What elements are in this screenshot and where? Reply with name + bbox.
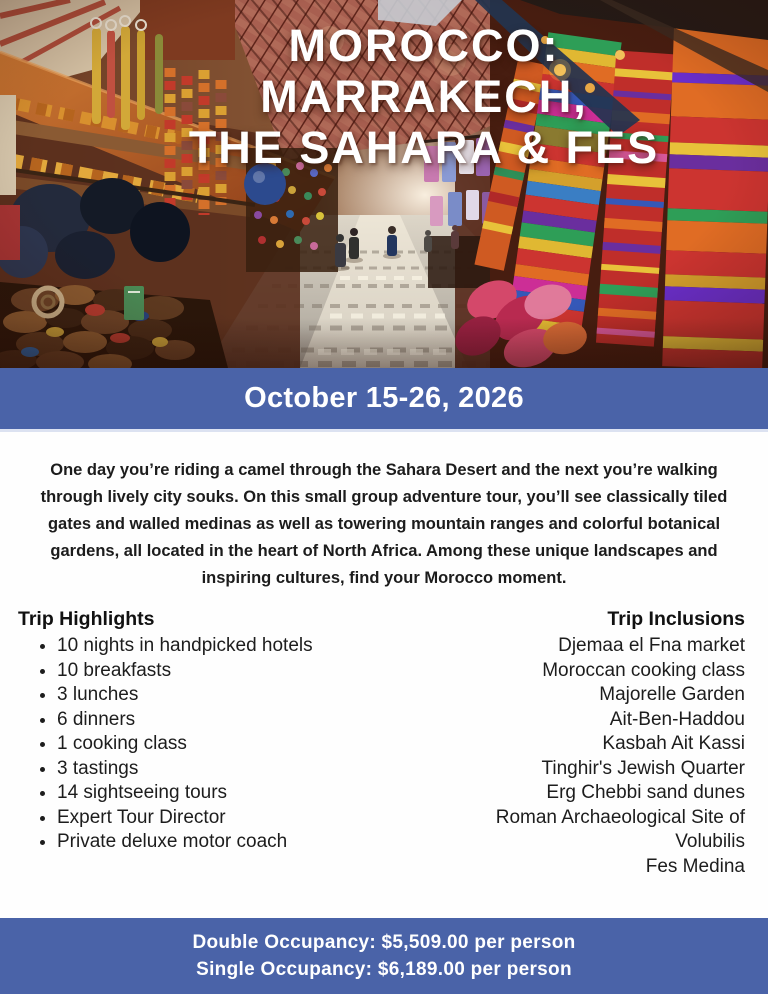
highlight-item: • 3 lunches xyxy=(57,683,418,708)
highlight-item: • 3 tastings xyxy=(57,757,418,782)
date-text: October 15-26, 2026 xyxy=(244,382,524,414)
inclusion-item: Roman Archaeological Site of Volubilis xyxy=(495,806,745,852)
highlight-item: • Private deluxe motor coach xyxy=(57,830,418,855)
trip-columns xyxy=(18,607,745,879)
hero-section xyxy=(0,0,768,368)
pricing-footer xyxy=(0,918,768,994)
hero-title xyxy=(40,20,768,173)
trip-inclusions-section xyxy=(430,607,745,879)
hero-title-line-3: THE SAHARA & FES xyxy=(188,122,660,173)
hero-title-line-1: MOROCCO: xyxy=(288,20,560,71)
highlight-item: • 10 nights in handpicked hotels xyxy=(57,634,418,659)
inclusion-item: Moroccan cooking class xyxy=(542,659,745,681)
inclusion-item: Ait-Ben-Haddou xyxy=(609,708,745,730)
highlight-item: • Expert Tour Director xyxy=(57,806,418,831)
date-banner xyxy=(0,368,768,432)
hero-title-line-2: MARRAKECH, xyxy=(260,71,588,122)
intro-paragraph: One day you’re riding a camel through the Sahara Desert and the next you’re walking through lively city souks. On this small group adventure tour, you’ll see classically tiled gates and walled medinas as well as towering mountain ranges and colorful botanical gardens, all located in the heart of North Africa. Among these unique landscapes and inspiring cultures, find your Morocco moment. xyxy=(40,461,728,587)
highlight-item: • 14 sightseeing tours xyxy=(57,781,418,806)
highlight-item: • 10 breakfasts xyxy=(57,659,418,684)
inclusion-item: Erg Chebbi sand dunes xyxy=(546,782,745,803)
single-occupancy-line: Single Occupancy: $6,189.00 per person xyxy=(196,959,572,980)
trip-highlights-title: Trip Highlights xyxy=(18,608,155,630)
main-content xyxy=(0,432,768,918)
trip-inclusions-title: Trip Inclusions xyxy=(607,608,745,630)
inclusion-item: Kasbah Ait Kassi xyxy=(602,733,745,754)
double-occupancy-line: Double Occupancy: $5,509.00 per person xyxy=(192,932,576,953)
inclusion-item: Djemaa el Fna market xyxy=(558,635,745,656)
inclusion-item: Fes Medina xyxy=(645,855,745,877)
trip-highlights-section xyxy=(18,607,418,879)
trip-highlights-list xyxy=(18,634,418,855)
highlight-item: • 1 cooking class xyxy=(57,732,418,757)
inclusion-item: Tinghir's Jewish Quarter xyxy=(541,757,745,779)
highlight-item: • 6 dinners xyxy=(57,708,418,733)
trip-inclusions-list xyxy=(430,634,745,879)
inclusion-item: Majorelle Garden xyxy=(599,684,745,705)
